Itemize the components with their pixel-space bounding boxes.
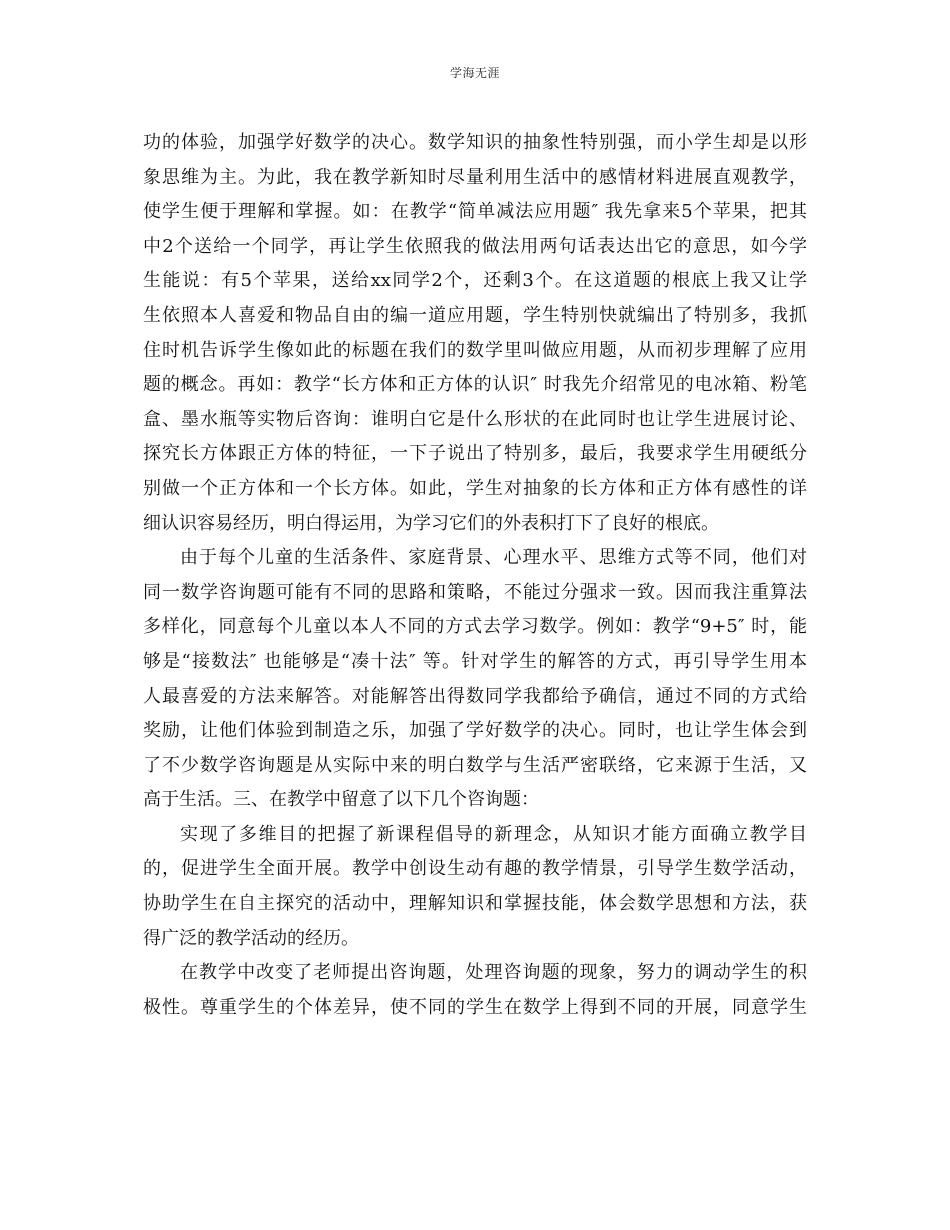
text-line: 别做一个正方体和一个长方体。如此，学生对抽象的长方体和正方体有感性的详 (143, 477, 807, 499)
text-line: 得广泛的教学活动的经历。 (143, 927, 359, 949)
text-line: 实现了多维目的把握了新课程倡导的新理念，从知识才能方面确立教学目 (180, 823, 807, 845)
text-line: 生能说：有5个苹果，送给xx同学2个，还剩3个。在这道题的根底上我又让学 (143, 270, 807, 292)
text-line: 题的概念。再如：教学“长方体和正方体的认识″ 时我先介绍常见的电冰箱、粉笔 (143, 374, 807, 396)
text-line: 多样化，同意每个儿童以本人不同的方式去学习数学。例如：教学“9+5″ 时，能 (143, 616, 807, 638)
text-line: 生依照本人喜爱和物品自由的编一道应用题，学生特别快就编出了特别多，我抓 (143, 304, 807, 326)
text-line: 盒、墨水瓶等实物后咨询：谁明白它是什么形状的在此同时也让学生进展讨论、 (143, 408, 807, 430)
text-line: 奖励，让他们体验到制造之乐，加强了学好数学的决心。同时，也让学生体会到 (143, 720, 807, 742)
text-line: 够是“接数法″ 也能够是“凑十法″ 等。针对学生的解答的方式，再引导学生用本 (143, 650, 807, 672)
text-line: 细认识容易经历，明白得运用，为学习它们的外表积打下了良好的根底。 (143, 512, 719, 534)
page-header: 学海无涯 (449, 66, 500, 80)
text-line: 使学生便于理解和掌握。如：在教学“简单减法应用题″ 我先拿来5个苹果，把其 (143, 201, 807, 223)
text-line: 住时机告诉学生像如此的标题在我们的数学里叫做应用题，从而初步理解了应用 (143, 339, 807, 361)
text-line: 极性。尊重学生的个体差异，使不同的学生在数学上得到不同的开展，同意学生 (143, 996, 807, 1018)
text-line: 探究长方体跟正方体的特征，一下子说出了特别多，最后，我要求学生用硬纸分 (143, 443, 807, 465)
text-line: 了不少数学咨询题是从实际中来的明白数学与生活严密联络，它来源于生活，又 (143, 754, 807, 776)
text-line: 象思维为主。为此，我在教学新知时尽量利用生活中的感情材料进展直观教学， (143, 166, 807, 188)
text-line: 高于生活。三、在教学中留意了以下几个咨询题： (143, 789, 539, 811)
document-body (143, 126, 807, 1025)
text-line: 协助学生在自主探究的活动中，理解知识和掌握技能，体会数学思想和方法，获 (143, 893, 807, 915)
text-line: 功的体验，加强学好数学的决心。数学知识的抽象性特别强，而小学生却是以形 (143, 132, 807, 153)
text-line: 的，促进学生全面开展。教学中创设生动有趣的教学情景，引导学生数学活动， (143, 858, 807, 880)
text-line: 同一数学咨询题可能有不同的思路和策略，不能过分强求一致。因而我注重算法 (143, 581, 807, 603)
text-line: 人最喜爱的方法来解答。对能解答出得数同学我都给予确信，通过不同的方式给 (143, 685, 807, 707)
text-line: 由于每个儿童的生活条件、家庭背景、心理水平、思维方式等不同，他们对 (180, 547, 807, 569)
text-line: 在教学中改变了老师提出咨询题，处理咨询题的现象，努力的调动学生的积 (180, 962, 807, 984)
text-line: 中2个送给一个同学，再让学生依照我的做法用两句话表达出它的意思，如今学 (143, 235, 807, 257)
